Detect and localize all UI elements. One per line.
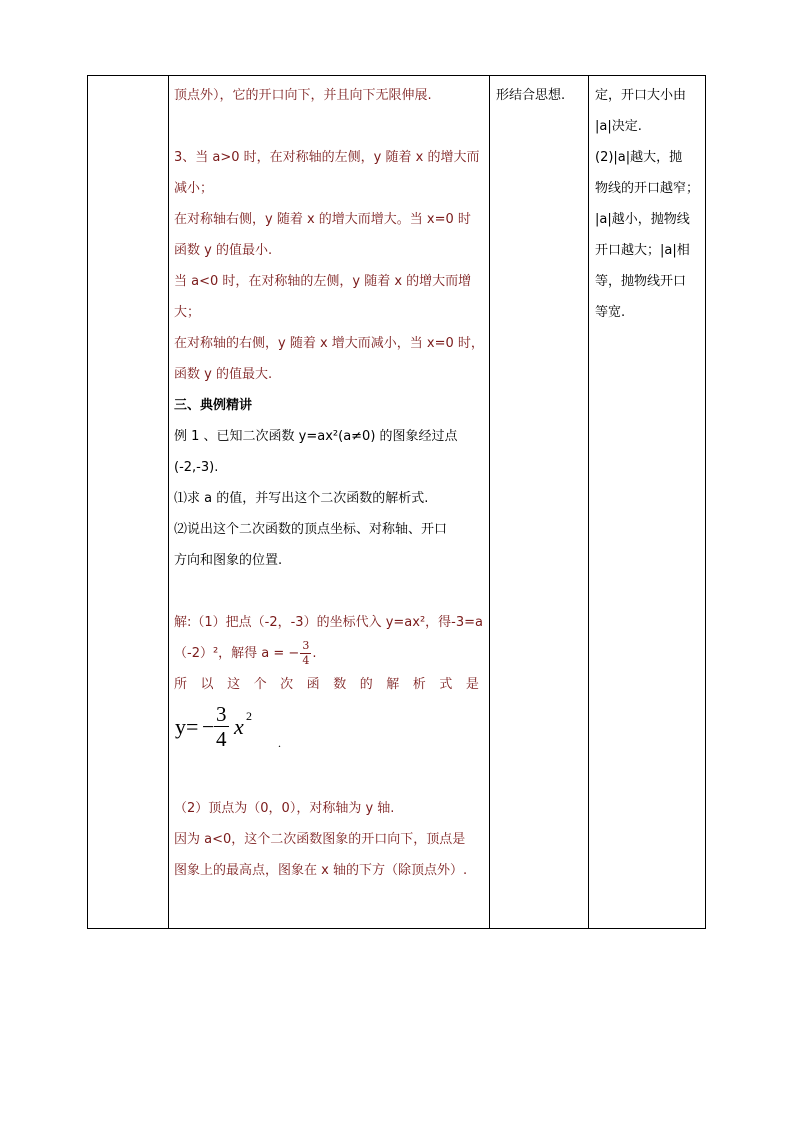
char: 析 [412, 677, 426, 692]
content-column [169, 76, 489, 928]
solution-text: . [312, 646, 317, 661]
text-line: 等，抛物线开口 [595, 274, 687, 289]
solution-text: （-2）²，解得 a = − [174, 646, 300, 661]
formula-numerator: 3 [216, 702, 227, 726]
char: 是 [465, 677, 479, 692]
question-line: 方向和图象的位置. [174, 553, 283, 568]
solution-line: 图象上的最高点，图象在 x 轴的下方（除顶点外）. [174, 863, 468, 878]
char: 所 [174, 677, 188, 692]
fraction [300, 639, 311, 668]
question-line: ⑵说出这个二次函数的顶点坐标、对称轴、开口 [174, 522, 448, 537]
text-line: 减小； [174, 181, 214, 196]
text-line: 在对称轴的右侧，y 随着 x 增大而减小，当 x=0 时， [174, 336, 484, 351]
text-line: 形结合思想. [496, 88, 566, 103]
solution-line: 解:（1）把点（-2，-3）的坐标代入 y=ax²，得-3=a [174, 615, 483, 630]
char: 解 [386, 677, 400, 692]
blank-line [174, 576, 485, 607]
formula-y: y [175, 714, 186, 739]
notes-column [589, 76, 707, 928]
text-line: 3、当 a>0 时，在对称轴的左侧，y 随着 x 的增大而 [174, 150, 480, 165]
text-line: 函数 y 的值最小. [174, 243, 273, 258]
char: 这 [227, 677, 241, 692]
text-line: 定，开口大小由 [595, 88, 687, 103]
fraction-denominator: 4 [302, 654, 310, 667]
char: 个 [253, 677, 267, 692]
char: 的 [359, 677, 373, 692]
char: 数 [333, 677, 347, 692]
text-line: |a|越小，抛物线 [595, 212, 690, 227]
formula-exponent: 2 [246, 709, 252, 723]
text-line: (2)|a|越大，抛 [595, 150, 683, 165]
text-line: 等宽. [595, 305, 626, 320]
text-line: |a|决定. [595, 119, 642, 134]
formula-minus: − [202, 714, 215, 739]
formula-denominator: 4 [216, 727, 227, 751]
section-title: 三、典例精讲 [174, 398, 253, 413]
char: 以 [200, 677, 214, 692]
lesson-table [87, 75, 706, 929]
text-line: 函数 y 的值最大. [174, 367, 273, 382]
text-line: 在对称轴右侧，y 随着 x 的增大而增大。当 x=0 时 [174, 212, 471, 227]
text-line: 顶点外），它的开口向下，并且向下无限伸展. [174, 88, 432, 103]
question-line: ⑴求 a 的值，并写出这个二次函数的解析式. [174, 491, 429, 506]
formula-display [174, 702, 485, 762]
method-column [490, 76, 588, 928]
example-line: 例 1 、已知二次函数 y=ax²(a≠0) 的图象经过点 [174, 429, 458, 444]
solution-line: 因为 a<0，这个二次函数图象的开口向下，顶点是 [174, 832, 466, 847]
solution-line: （2）顶点为（0，0），对称轴为 y 轴. [174, 801, 395, 816]
blank-line [174, 762, 485, 793]
char: 式 [439, 677, 453, 692]
formula-equals: = [186, 714, 199, 739]
formula-x: x [234, 714, 244, 739]
text-line: 物线的开口越窄； [595, 181, 700, 196]
blank-line [174, 111, 485, 142]
formula-period: . [278, 736, 281, 750]
char: 函 [306, 677, 320, 692]
text-line: 大； [174, 305, 201, 320]
char: 次 [280, 677, 294, 692]
fraction-numerator: 3 [302, 639, 310, 652]
text-line: 当 a<0 时，在对称轴的左侧，y 随着 x 的增大而增 [174, 274, 472, 289]
formula-fraction [214, 702, 229, 751]
solution-spaced-line [174, 669, 479, 700]
example-line: (-2,-3). [174, 460, 219, 475]
text-line: 开口越大；|a|相 [595, 243, 690, 258]
solution-line [174, 638, 485, 669]
